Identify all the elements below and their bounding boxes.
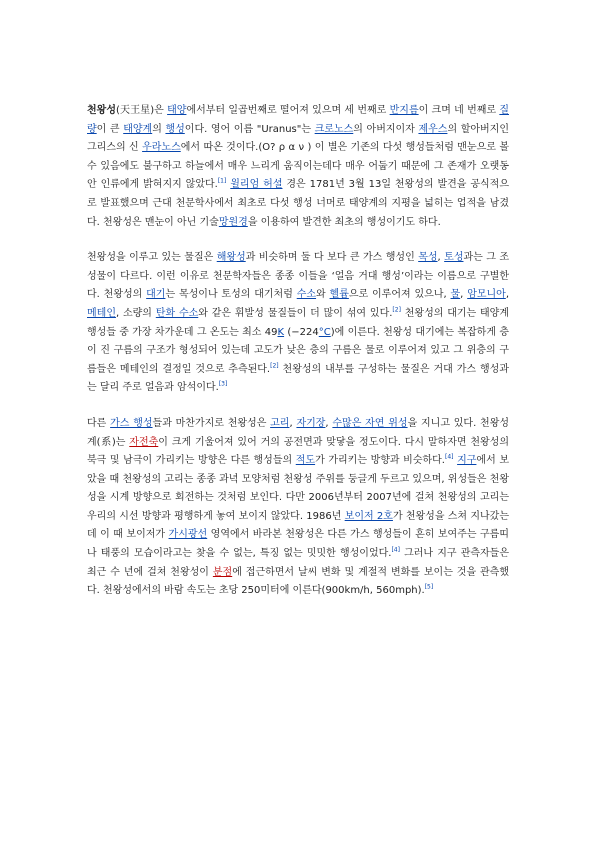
text-run: , <box>460 289 468 301</box>
text-run: (−224 <box>284 326 319 338</box>
text-run: 의 <box>152 123 166 135</box>
text-run: 그러나 지구 관측자들은 최근 수 년에 걸쳐 천왕성이 <box>87 548 509 578</box>
article-link[interactable]: 수많은 자연 위성 <box>332 417 408 429</box>
article-link[interactable]: 반지름 <box>389 105 419 116</box>
article-link[interactable]: 자전축 <box>129 436 159 448</box>
text-run: (天王星)은 <box>115 105 168 116</box>
article-link[interactable]: K <box>277 326 285 338</box>
text-run: 는 목성이나 토성의 대기처럼 <box>165 289 297 301</box>
article-link[interactable]: 우라노스 <box>142 142 181 154</box>
article-link[interactable]: 보이저 2호 <box>344 510 393 522</box>
article-link[interactable]: 망원경 <box>218 216 248 228</box>
article-link[interactable]: 태양계 <box>123 123 153 135</box>
paragraph-intro <box>87 102 509 232</box>
citation-link[interactable]: [3] <box>218 380 228 388</box>
text-run: 천왕성의 대기는 태양계 행성들 중 가장 차가운데 그 온도는 최소 49 <box>87 307 509 338</box>
text-run: 과는 그 조성물이 다르다. 이런 이유로 천문학자들은 종종 이들을 ‘얼음 거대 행성’이라는 이름으로 구별한다. 천왕성의 <box>87 252 510 301</box>
article-link[interactable]: 자기장 <box>296 417 326 429</box>
text-run: 와 <box>316 289 330 301</box>
text-run: 에서부터 일곱번째로 떨어져 있으며 세 번째로 <box>186 105 390 116</box>
text-run: 천왕성의 내부를 구성하는 물질은 거대 가스 행성과는 달리 주로 얼음과 암석이다. <box>87 363 509 394</box>
text-run: 이 크며 네 번째로 <box>418 105 500 116</box>
article-link[interactable]: 질량 <box>87 105 509 135</box>
article-body <box>87 102 509 618</box>
text-run: 의 아버지이자 <box>353 123 419 135</box>
article-link[interactable]: 물 <box>450 289 461 301</box>
article-link[interactable]: 가스 행성 <box>110 417 153 429</box>
citation-link[interactable]: [1] <box>217 178 227 186</box>
paragraph-rings-moons <box>87 415 509 601</box>
article-link[interactable]: 태양 <box>167 105 187 116</box>
text-run: , <box>325 417 333 429</box>
article-link[interactable]: 적도 <box>295 455 316 467</box>
article-link[interactable]: 수소 <box>296 289 317 301</box>
article-link[interactable]: 고리 <box>270 417 290 429</box>
citation-link[interactable]: [2] <box>270 362 279 370</box>
citation-link[interactable]: [5] <box>424 583 434 591</box>
text-run: 을 이용하여 발견한 최초의 행성이기도 하다. <box>247 216 441 228</box>
article-link[interactable]: 윌리엄 허셜 <box>230 179 283 191</box>
article-link[interactable]: 분점 <box>212 566 233 578</box>
text-run: 경은 1781년 3월 13일 천왕성의 발견을 공식적으로 발표했으며 근대 천문학사에서 최초로 다섯 행성 너머로 태양계의 지평을 넓히는 업적을 남겼다. 천왕성은 맨눈이 아닌 기술 <box>87 179 509 228</box>
text-run: 의 할아버지인 그리스의 신 <box>87 123 509 154</box>
text-run: 이 크게 기울어져 있어 거의 공전면과 맞닿을 정도이다. 다시 말하자면 천왕성의 북극 및 남극이 가리키는 방향은 다른 행성들의 <box>87 436 509 467</box>
article-link[interactable]: 크로노스 <box>314 123 354 135</box>
text-run: 와 같은 휘발성 물질들이 더 많이 섞여 있다. <box>198 307 393 319</box>
text-run: 들과 마찬가지로 천왕성은 <box>152 417 271 429</box>
citation-link[interactable]: [4] <box>444 453 454 461</box>
article-link[interactable]: 가시광선 <box>168 529 208 541</box>
article-link[interactable]: 제우스 <box>418 123 448 135</box>
text-run: 천왕성을 이루고 있는 물질은 <box>87 252 217 264</box>
text-run: , <box>437 252 445 264</box>
text-run: 다른 <box>87 417 111 429</box>
text-run: 영역에서 바라본 천왕성은 다른 가스 행성들이 흔히 보여주는 구름띠나 태풍의 모습이라고는 찾을 수 없는, 특징 없는 밋밋한 행성이었다. <box>87 529 509 560</box>
text-run: 에 접근하면서 날씨 변화 및 계절적 변화를 보이는 것을 관측했다. 천왕성에서의 바람 속도는 초당 250미터에 이른다(900km/h, 560mph). <box>87 566 510 597</box>
text-run: , 소량의 <box>115 307 156 319</box>
article-link[interactable]: 행성 <box>165 123 185 135</box>
text-run: 을 지니고 있다. 천왕성계(系)는 <box>87 417 510 448</box>
text-run: 에서 따온 것이다.(Ο? ρ α ν ) 이 별은 기존의 다섯 행성들처럼 맨눈으로 볼 수 있음에도 불구하고 하늘에서 매우 느리게 움직이는데다 매우 어둡기 때문에 그 존재가 오랫동안 인류에게 밝혀지지 않았다. <box>87 142 509 191</box>
article-link[interactable]: 토성 <box>444 252 464 264</box>
text-run: 가 천왕성을 스쳐 지나갔는데 이 때 보이저가 <box>87 510 510 541</box>
text-run: , <box>289 417 297 429</box>
article-link[interactable]: 해왕성 <box>216 252 246 264</box>
article-link[interactable]: 메테인 <box>87 307 116 319</box>
article-link[interactable]: °C <box>318 326 331 338</box>
article-link[interactable]: 암모니아 <box>467 289 506 301</box>
article-title-term: 천왕성 <box>87 105 116 116</box>
text-run: 이 큰 <box>96 123 124 135</box>
citation-link[interactable]: [2] <box>392 306 401 314</box>
text-run: 에서 보았을 때 천왕성의 고리는 종종 과녁 모양처럼 천왕성 주위를 둥글게 두르고 있으며, 위성들은 천왕성을 시계 방향으로 회전하는 것처럼 보인다. 다만 2006년부터 2007년에 걸쳐 천왕성의 고리는 우리의 시선 방향과 평행하게 놓여 보이지 않았다. 1986년 <box>87 455 510 522</box>
paragraph-composition <box>87 249 509 398</box>
text-run: 이다. 영어 이름 "Uranus"는 <box>184 123 315 135</box>
text-run: )에 이른다. 천왕성 대기에는 복잡하게 층이 진 구름의 구조가 형성되어 있는데 고도가 낮은 층의 구름은 물로 이루어져 있고 그 위층의 구름들은 메테인의 결정일 것으로 추측된다. <box>87 326 509 375</box>
article-link[interactable]: 탄화 수소 <box>155 307 199 319</box>
text-run: 가 가리키는 방향과 비슷하다. <box>315 455 445 467</box>
article-link[interactable]: 헬륨 <box>329 289 349 301</box>
text-run: , <box>505 289 510 301</box>
article-link[interactable]: 대기 <box>146 289 166 301</box>
text-run: 으로 이루어져 있으나, <box>348 289 451 301</box>
text-run: 과 비슷하며 둘 다 보다 큰 가스 행성인 <box>245 252 419 264</box>
citation-link[interactable]: [4] <box>391 546 400 554</box>
article-link[interactable]: 지구 <box>457 455 477 467</box>
article-link[interactable]: 목성 <box>418 252 438 264</box>
